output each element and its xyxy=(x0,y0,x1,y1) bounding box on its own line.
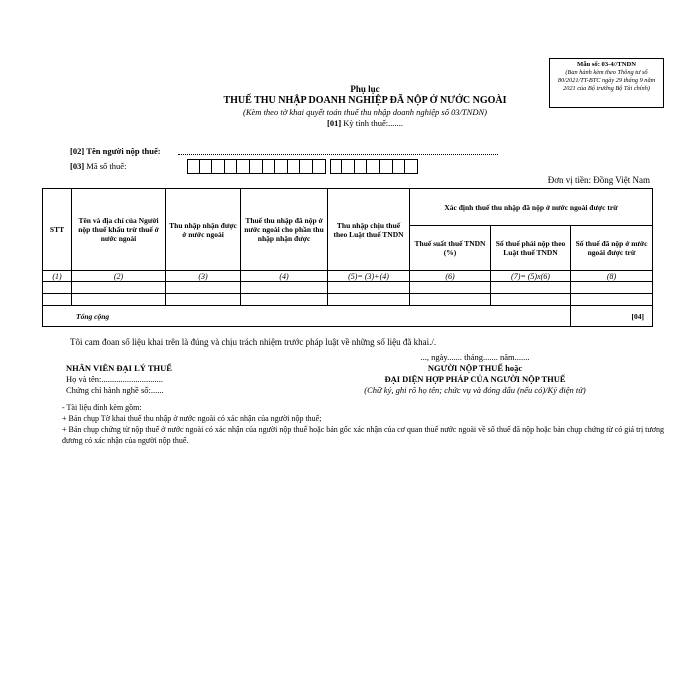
total-label: Tổng cộng xyxy=(43,306,571,327)
taxid-digit-box[interactable] xyxy=(288,159,301,174)
taxid-code: [03] xyxy=(70,161,85,171)
taxid-digit-box[interactable] xyxy=(393,159,406,174)
attachments-heading: - Tài liệu đính kèm gồm: xyxy=(62,403,142,412)
index-cell: (1) xyxy=(43,271,72,282)
tax-agent-heading: NHÂN VIÊN ĐẠI LÝ THUẾ xyxy=(66,363,172,373)
page-title: THUẾ THU NHẬP DOANH NGHIỆP ĐÃ NỘP Ở NƯỚC NGOÀI xyxy=(223,95,507,106)
taxid-digit-box[interactable] xyxy=(342,159,355,174)
signing-date[interactable]: ..., ngày....... tháng....... năm....... xyxy=(420,352,530,362)
index-cell: (7)= (5)x(6) xyxy=(491,271,571,282)
total-code: [04] xyxy=(571,306,653,327)
taxid-digit-box[interactable] xyxy=(300,159,313,174)
taxid-digit-box[interactable] xyxy=(367,159,380,174)
tax-agent-cert[interactable]: Chứng chỉ hành nghề số:...... xyxy=(66,385,164,395)
taxid-digit-box[interactable] xyxy=(330,159,343,174)
taxpayer-name-row xyxy=(70,146,161,156)
index-cell: (4) xyxy=(241,271,328,282)
taxid-digit-box[interactable] xyxy=(313,159,326,174)
taxid-digit-box[interactable] xyxy=(263,159,276,174)
form-code: Mẫu số: 03-4//TNDN xyxy=(577,61,636,68)
table-row[interactable] xyxy=(43,294,653,306)
col-payable: Số thuế phải nộp theo Luật thuế TNDN xyxy=(491,226,571,271)
total-row xyxy=(43,306,653,327)
col-name-address: Tên và địa chỉ của Người nộp thuế khấu trừ thuế ở nước ngoài xyxy=(72,189,166,271)
col-tax-paid-abroad: Thuế thu nhập đã nộp ở nước ngoài cho phần thu nhập nhận được xyxy=(241,189,328,271)
index-cell: (2) xyxy=(72,271,166,282)
currency-unit: Đơn vị tiền: Đồng Việt Nam xyxy=(547,175,650,185)
index-row xyxy=(43,271,653,282)
signer-heading-1: NGƯỜI NỘP THUẾ hoặc xyxy=(427,363,523,373)
taxid-digit-box[interactable] xyxy=(405,159,418,174)
col-group-deductible: Xác định thuế thu nhập đã nộp ở nước ngoài được trừ xyxy=(410,189,653,226)
taxid-digit-box[interactable] xyxy=(225,159,238,174)
taxpayer-name-label: Tên người nộp thuế: xyxy=(86,146,161,156)
taxid-row xyxy=(70,161,126,171)
tax-period-label: Kỳ tính thuế:....... xyxy=(343,118,404,128)
index-cell: (6) xyxy=(410,271,491,282)
signer-block xyxy=(330,352,620,396)
taxpayer-name-code: [02] xyxy=(70,146,85,156)
taxid-digit-box[interactable] xyxy=(250,159,263,174)
col-taxable-income: Thu nhập chịu thuế theo Luật thuế TNDN xyxy=(328,189,410,271)
title-block xyxy=(190,84,540,129)
taxid-label: Mã số thuế: xyxy=(86,161,127,171)
page-subtitle: (Kèm theo tờ khai quyết toán thuế thu nhập doanh nghiệp số 03/TNDN) xyxy=(243,107,487,117)
tax-period-code: [01] xyxy=(326,118,342,128)
taxid-digit-box[interactable] xyxy=(380,159,393,174)
appendix-label: Phụ lục xyxy=(350,84,380,94)
attachment-item: + Bản chụp chứng từ nộp thuế ở nước ngoài có xác nhận của người nộp thuế hoặc bản gốc xác nhận của cơ quan thuế nước ngoài về số thuế đã nộp hoặc bản chụp chứng từ có giá trị tương đương có xác nhận của người nộp thuế. xyxy=(62,425,664,445)
tax-agent-block xyxy=(66,363,172,396)
col-deductible: Số thuế đã nộp ở nước ngoài được trừ xyxy=(571,226,653,271)
col-rate: Thuế suất thuế TNDN (%) xyxy=(410,226,491,271)
table-row[interactable] xyxy=(43,282,653,294)
attachments-notes xyxy=(48,402,668,446)
taxid-input-boxes[interactable] xyxy=(187,159,418,175)
taxid-digit-box[interactable] xyxy=(237,159,250,174)
index-cell: (8) xyxy=(571,271,653,282)
attachment-item: + Bản chụp Tờ khai thuế thu nhập ở nước ngoài có xác nhận của người nộp thuế; xyxy=(62,414,322,423)
col-income: Thu nhập nhận được ở nước ngoài xyxy=(166,189,241,271)
taxid-digit-box[interactable] xyxy=(212,159,225,174)
commitment-text: Tôi cam đoan số liệu khai trên là đúng và chịu trách nhiệm trước pháp luật về những số liệu đã khai./. xyxy=(70,337,437,347)
taxid-digit-box[interactable] xyxy=(275,159,288,174)
col-stt: STT xyxy=(43,189,72,271)
taxpayer-name-field[interactable] xyxy=(178,154,498,155)
taxid-digit-box[interactable] xyxy=(355,159,368,174)
form-issued-note: (Ban hành kèm theo Thông tư số 80/2021/TT-BTC ngày 29 tháng 9 năm 2021 của Bộ trưởng Bộ Tài chính) xyxy=(557,69,656,92)
taxid-digit-box[interactable] xyxy=(187,159,200,174)
signer-note: (Chữ ký, ghi rõ họ tên; chức vụ và đóng dấu (nếu có)/Ký điện tử) xyxy=(364,385,586,395)
index-cell: (3) xyxy=(166,271,241,282)
index-cell: (5)= (3)+(4) xyxy=(328,271,410,282)
form-code-box xyxy=(549,58,664,108)
foreign-tax-table xyxy=(42,188,653,327)
taxid-digit-box[interactable] xyxy=(200,159,213,174)
signer-heading-2: ĐẠI DIỆN HỢP PHÁP CỦA NGƯỜI NỘP THUẾ xyxy=(384,374,566,384)
tax-period xyxy=(190,118,540,129)
tax-agent-name[interactable]: Họ và tên:............................. xyxy=(66,374,164,384)
